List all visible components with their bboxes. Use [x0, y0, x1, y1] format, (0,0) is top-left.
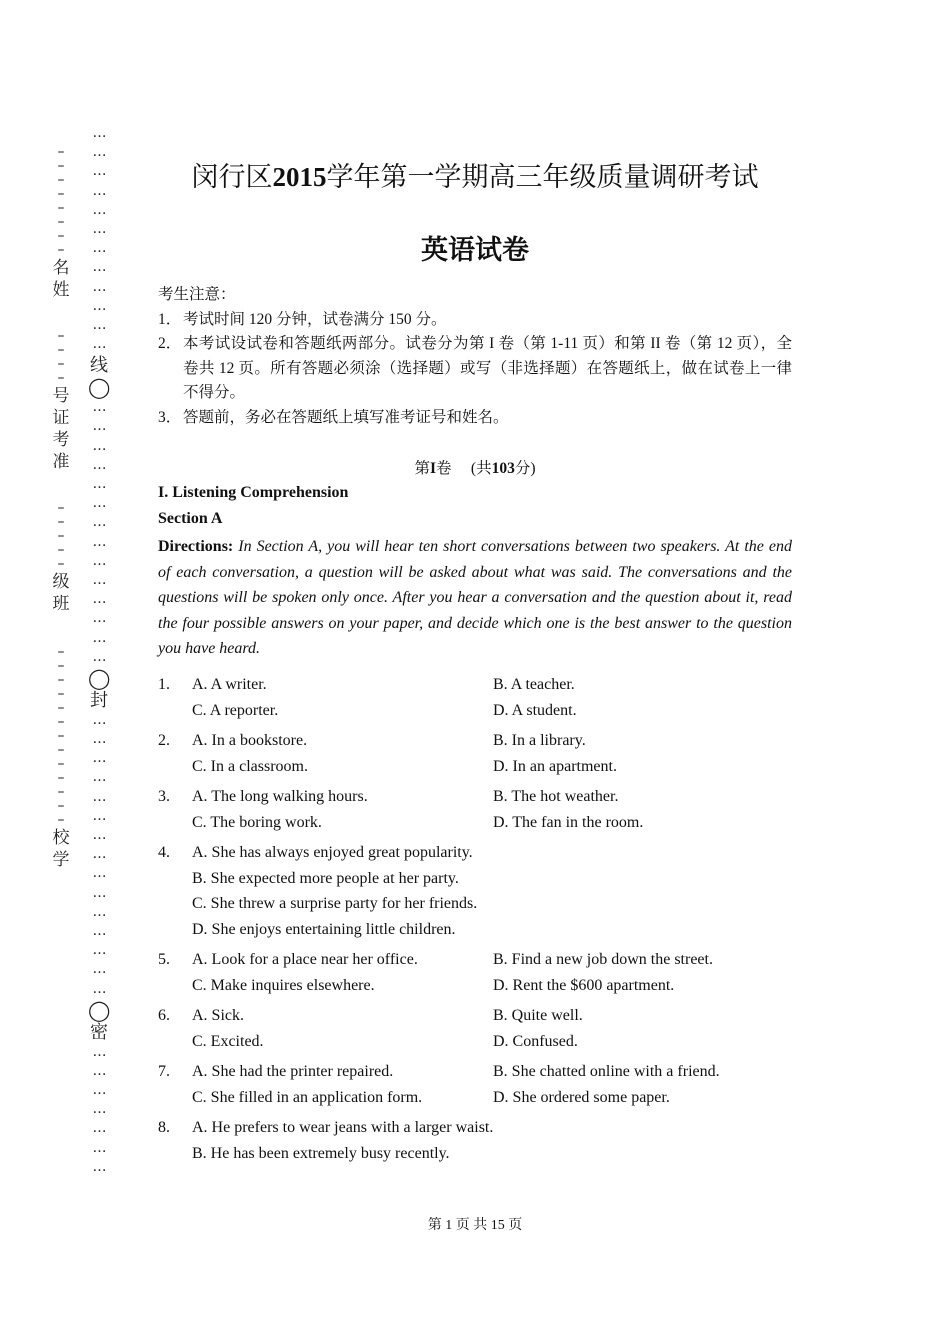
- binding-dash: –: [57, 186, 65, 202]
- binding-dots: …: [92, 1139, 106, 1156]
- binding-dash: –: [57, 798, 65, 814]
- binding-dash: –: [57, 514, 65, 530]
- binding-circle: ◯: [88, 665, 111, 690]
- part-heading: [158, 456, 792, 478]
- option-c: C. A reporter.: [192, 702, 279, 719]
- binding-dots: …: [92, 591, 106, 608]
- binding-dots: …: [92, 827, 106, 843]
- exam-subtitle: 英语试卷: [421, 235, 529, 265]
- option-a: A. He prefers to wear jeans with a larger waist.: [192, 1119, 494, 1136]
- binding-dots: …: [92, 437, 106, 454]
- question-item: [158, 788, 792, 840]
- binding-dash: –: [57, 528, 65, 544]
- option-d: D. She enjoys entertaining little children.: [192, 921, 456, 938]
- option-b: B. A teacher.: [493, 676, 575, 693]
- binding-dots: …: [92, 961, 106, 978]
- binding-dots: …: [92, 144, 106, 161]
- question-item: [158, 1007, 792, 1059]
- option-a: A. Sick.: [192, 1007, 244, 1024]
- binding-dots: …: [92, 316, 106, 333]
- binding-dots: …: [92, 297, 106, 314]
- binding-dots: …: [92, 942, 106, 959]
- part-score: 103: [491, 460, 515, 477]
- binding-dash: –: [57, 686, 65, 702]
- option-b: B. He has been extremely busy recently.: [192, 1145, 450, 1162]
- binding-dots: …: [92, 980, 106, 997]
- binding-dots: …: [92, 418, 106, 435]
- title-district: 闵行区: [191, 162, 273, 192]
- part-roman: I: [430, 460, 437, 477]
- candidate-notes: [158, 283, 792, 430]
- binding-dots: …: [92, 1082, 106, 1099]
- binding-dots: …: [92, 552, 106, 569]
- binding-dots: …: [92, 125, 106, 141]
- binding-dash: –: [57, 700, 65, 716]
- binding-label-hao: 号: [52, 386, 70, 405]
- question-number: 8.: [158, 1119, 170, 1136]
- note-text: 考试时间 120 分钟，试卷满分 150 分。: [183, 310, 447, 328]
- note-text: 答题前，务必在答题纸上填写准考证号和姓名。: [183, 408, 509, 426]
- binding-field-labels: [50, 145, 72, 871]
- binding-label-ji: 级: [52, 572, 70, 591]
- option-c: C. The boring work.: [192, 814, 322, 831]
- binding-seal-line: [88, 124, 110, 1177]
- part-mid: 卷 (共: [436, 460, 492, 477]
- notes-heading: 考生注意：: [158, 286, 236, 303]
- option-b: B. Find a new job down the street.: [493, 951, 713, 968]
- question-number: 3.: [158, 788, 170, 805]
- option-d: D. The fan in the room.: [493, 814, 644, 831]
- binding-dots: …: [92, 846, 106, 863]
- binding-dash: –: [57, 370, 65, 386]
- note-number: 1．: [158, 310, 182, 328]
- binding-dots: …: [92, 182, 106, 199]
- binding-dots: …: [92, 259, 106, 276]
- binding-dots: …: [92, 629, 106, 646]
- binding-dash: –: [57, 328, 65, 344]
- note-item: [158, 308, 792, 333]
- binding-mark-mi: 密: [90, 1021, 108, 1042]
- binding-dash: –: [57, 644, 65, 660]
- option-b: B. In a library.: [493, 732, 586, 749]
- binding-circle: ◯: [88, 997, 111, 1022]
- binding-dots: …: [92, 201, 106, 218]
- binding-dots: …: [92, 399, 106, 416]
- binding-dots: …: [92, 533, 106, 550]
- binding-dots: …: [92, 769, 106, 786]
- directions: [158, 534, 792, 662]
- binding-dash: –: [57, 172, 65, 188]
- binding-dash: –: [57, 728, 65, 744]
- title-rest: 学年第一学期高三年级质量调研考试: [326, 162, 759, 192]
- question-number: 2.: [158, 732, 170, 749]
- binding-dash: –: [57, 356, 65, 372]
- binding-dash: –: [57, 672, 65, 688]
- binding-label-kao: 考: [52, 430, 70, 449]
- binding-dots: …: [92, 571, 106, 588]
- note-text: 本考试设试卷和答题纸两部分。试卷分为第 I 卷（第 1-11 页）和第 II 卷（第 12 页），全卷共 12 页。所有答题必须涂（选择题）或写（非选择题）在答题纸上，做在试卷上一律不得分。: [183, 335, 792, 401]
- page-footer: 第 1 页 共 15 页: [427, 1218, 523, 1233]
- binding-dash: –: [57, 742, 65, 758]
- exam-title: [158, 155, 792, 194]
- part-pre: 第: [414, 460, 430, 477]
- option-a: A. She has always enjoyed great popularity.: [192, 844, 473, 861]
- binding-dash: –: [57, 500, 65, 516]
- binding-dots: …: [92, 1043, 106, 1060]
- option-a: A. Look for a place near her office.: [192, 951, 418, 968]
- title-year: 2015: [272, 162, 327, 192]
- question-number: 4.: [158, 844, 170, 861]
- option-b: B. Quite well.: [493, 1007, 583, 1024]
- binding-dash: –: [57, 658, 65, 674]
- option-d: D. Confused.: [493, 1033, 578, 1050]
- binding-dash: –: [57, 242, 65, 258]
- binding-dash: –: [57, 214, 65, 230]
- binding-dots: …: [92, 610, 106, 627]
- directions-label: Directions:: [158, 538, 234, 555]
- section-heading: I. Listening Comprehension: [158, 484, 349, 501]
- binding-dots: …: [92, 240, 106, 257]
- binding-dots: …: [92, 648, 106, 665]
- binding-dash: –: [57, 714, 65, 730]
- question-item: [158, 1119, 792, 1171]
- binding-dots: …: [92, 456, 106, 473]
- option-c: C. Excited.: [192, 1033, 264, 1050]
- binding-dash: –: [57, 144, 65, 160]
- question-number: 6.: [158, 1007, 170, 1024]
- option-b: B. She chatted online with a friend.: [493, 1063, 720, 1080]
- question-item: [158, 676, 792, 728]
- binding-dots: …: [92, 1101, 106, 1118]
- binding-dots: …: [92, 163, 106, 180]
- binding-dash: –: [57, 158, 65, 174]
- binding-mark-feng: 封: [90, 689, 108, 710]
- option-a: A. A writer.: [192, 676, 267, 693]
- note-item: [158, 406, 792, 431]
- binding-dots: …: [92, 495, 106, 512]
- option-a: A. In a bookstore.: [192, 732, 308, 749]
- binding-dots: …: [92, 922, 106, 939]
- question-number: 1.: [158, 676, 170, 693]
- option-c: C. In a classroom.: [192, 758, 308, 775]
- binding-mark-xian: 线: [90, 355, 108, 376]
- binding-dash: –: [57, 556, 65, 572]
- binding-dash: –: [57, 342, 65, 358]
- binding-dots: …: [92, 865, 106, 882]
- binding-dots: …: [92, 1120, 106, 1137]
- option-b: B. The hot weather.: [493, 788, 619, 805]
- binding-dots: …: [92, 336, 106, 353]
- binding-dots: …: [92, 903, 106, 920]
- option-b: B. She expected more people at her party.: [192, 870, 459, 887]
- question-number: 7.: [158, 1063, 170, 1080]
- note-item: [158, 332, 792, 406]
- binding-dots: …: [92, 514, 106, 531]
- binding-dots: …: [92, 750, 106, 767]
- option-c: C. She filled in an application form.: [192, 1089, 423, 1106]
- binding-label-zheng: 证: [52, 408, 70, 427]
- binding-dots: …: [92, 731, 106, 748]
- option-d: D. In an apartment.: [493, 758, 617, 775]
- question-item: [158, 732, 792, 784]
- question-number: 5.: [158, 951, 170, 968]
- binding-dots: …: [92, 884, 106, 901]
- binding-label-xiao: 校: [52, 828, 70, 847]
- binding-dash: –: [57, 228, 65, 244]
- question-item: [158, 1063, 792, 1115]
- binding-dash: –: [57, 812, 65, 828]
- binding-dots: …: [92, 807, 106, 824]
- option-d: D. A student.: [493, 702, 577, 719]
- binding-dash: –: [57, 200, 65, 216]
- binding-label-ming: 名: [52, 258, 70, 277]
- binding-dash: –: [57, 784, 65, 800]
- option-d: D. She ordered some paper.: [493, 1089, 670, 1106]
- binding-dots: …: [92, 711, 106, 728]
- note-number: 3．: [158, 408, 182, 426]
- binding-dots: …: [92, 1062, 106, 1079]
- binding-label-zhun: 准: [52, 452, 70, 471]
- option-a: A. She had the printer repaired.: [192, 1063, 394, 1080]
- binding-dash: –: [57, 756, 65, 772]
- section-subheading: Section A: [158, 510, 223, 527]
- binding-label-ban: 班: [52, 594, 70, 613]
- binding-dots: …: [92, 788, 106, 805]
- question-item: [158, 844, 792, 948]
- binding-dots: …: [92, 1158, 106, 1175]
- directions-text: In Section A, you will hear ten short conversations between two speakers. At the end of each conversation, a question will be asked about what was said. The conversations and the questions will be spoken only once. After you hear a conversation and the question about it, read the four possible answers on your paper, and decide which one is the best answer to the question you have heard.: [158, 538, 793, 658]
- part-post: 分): [514, 460, 536, 477]
- binding-label-xue: 学: [52, 850, 70, 869]
- option-d: D. Rent the $600 apartment.: [493, 977, 675, 994]
- note-number: 2．: [158, 335, 182, 352]
- question-item: [158, 951, 792, 1003]
- binding-dash: –: [57, 542, 65, 558]
- binding-dash: –: [57, 770, 65, 786]
- binding-label-xing: 姓: [52, 280, 70, 299]
- option-c: C. She threw a surprise party for her friends.: [192, 895, 478, 912]
- binding-dots: …: [92, 476, 106, 492]
- binding-circle: ◯: [88, 375, 111, 400]
- binding-dots: …: [92, 278, 106, 295]
- option-c: C. Make inquires elsewhere.: [192, 977, 375, 994]
- option-a: A. The long walking hours.: [192, 788, 368, 805]
- binding-dots: …: [92, 220, 106, 237]
